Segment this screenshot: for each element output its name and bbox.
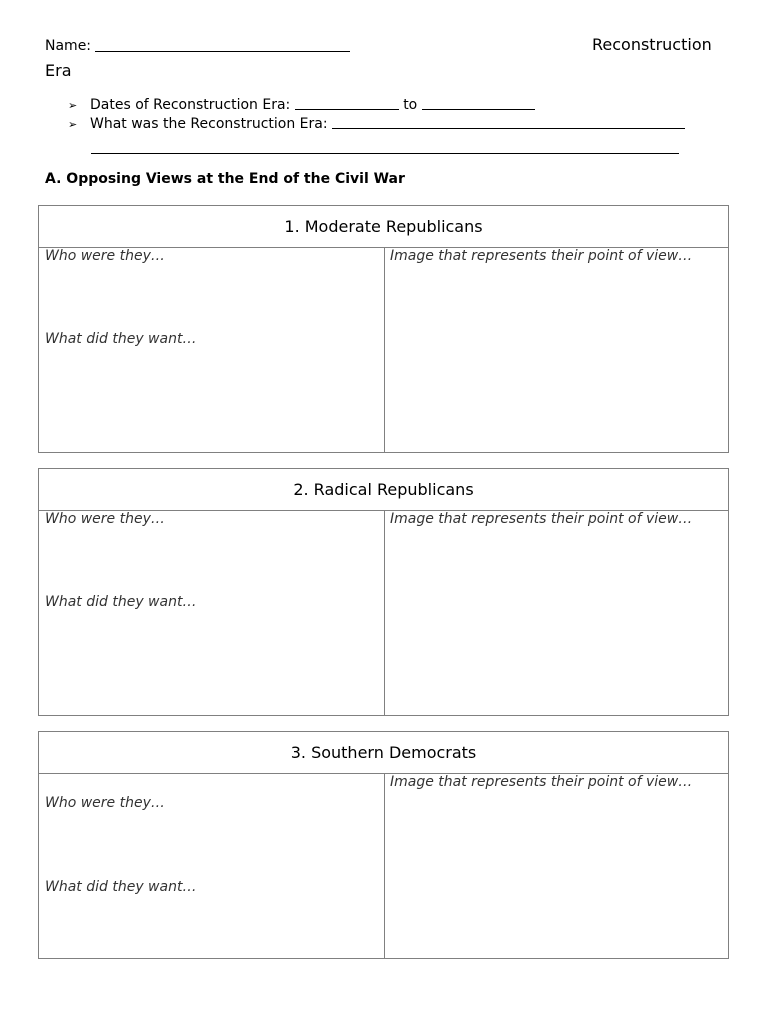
what-answer-blank-line2[interactable] [91, 153, 679, 154]
image-prompt[interactable]: Image that represents their point of view… [390, 248, 693, 264]
image-prompt[interactable]: Image that represents their point of view… [390, 774, 693, 790]
box-body [39, 511, 728, 716]
box-body [39, 248, 728, 453]
image-prompt[interactable]: Image that represents their point of view… [390, 511, 693, 527]
what-answer-blank[interactable] [332, 115, 685, 129]
who-prompt[interactable]: Who were they… [45, 795, 165, 811]
column-divider [384, 511, 385, 716]
what-bullet [68, 115, 685, 132]
box-title: 1. Moderate Republicans [39, 206, 728, 248]
column-divider [384, 248, 385, 453]
page-title-line1: Reconstruction [592, 35, 712, 54]
section-a-heading: A. Opposing Views at the End of the Civil War [45, 171, 405, 187]
southern-democrats-box [38, 731, 729, 959]
arrow-bullet-icon: ➢ [68, 99, 78, 112]
name-field-row [45, 37, 350, 54]
arrow-bullet-icon: ➢ [68, 118, 78, 131]
end-date-blank[interactable] [422, 96, 535, 110]
dates-bullet [68, 96, 535, 113]
want-prompt[interactable]: What did they want… [45, 594, 197, 610]
name-blank[interactable] [95, 37, 350, 52]
box-title: 3. Southern Democrats [39, 732, 728, 774]
box-body [39, 774, 728, 959]
who-prompt[interactable]: Who were they… [45, 511, 165, 527]
dates-label: Dates of Reconstruction Era: [90, 97, 291, 113]
moderate-republicans-box [38, 205, 729, 453]
start-date-blank[interactable] [295, 96, 399, 110]
who-prompt[interactable]: Who were they… [45, 248, 165, 264]
dates-to-label: to [403, 97, 418, 113]
want-prompt[interactable]: What did they want… [45, 331, 197, 347]
name-label: Name: [45, 38, 92, 54]
page-title-line2: Era [45, 61, 72, 80]
radical-republicans-box [38, 468, 729, 716]
box-title: 2. Radical Republicans [39, 469, 728, 511]
column-divider [384, 774, 385, 959]
want-prompt[interactable]: What did they want… [45, 879, 197, 895]
what-label: What was the Reconstruction Era: [90, 116, 328, 132]
